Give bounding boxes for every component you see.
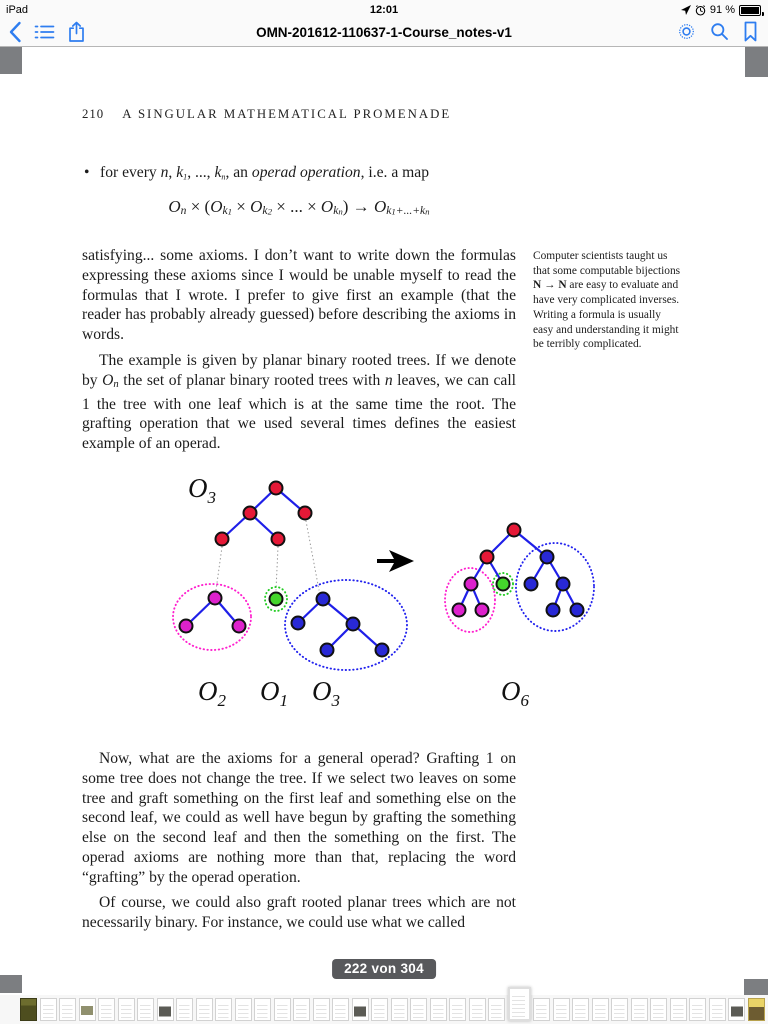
page-gap-corner-bottom-left (0, 975, 22, 993)
tree-node-magenta (233, 620, 246, 633)
tree-node-red (299, 507, 312, 520)
tree-node-magenta (209, 592, 222, 605)
bookmark-icon (743, 21, 758, 42)
tree-size-label: $O_2$ (198, 676, 226, 710)
book-title: A SINGULAR MATHEMATICAL PROMENADE (122, 107, 452, 121)
page-thumbnail[interactable] (650, 998, 667, 1021)
page-thumbnail[interactable] (59, 998, 76, 1021)
tree-node-red (508, 524, 521, 537)
tree-size-label: $O_6$ (501, 676, 529, 710)
search-icon (710, 22, 729, 41)
bullet-marker: • (84, 164, 90, 181)
page-number: 210 (82, 107, 105, 121)
tree-node-green (497, 578, 510, 591)
page-thumbnail[interactable] (533, 998, 550, 1021)
tree-size-label: $O_3$ (188, 473, 216, 507)
paragraph-4: Of course, we could also graft rooted planar trees which are not necessarily binary. For instance, we could use what we called (82, 894, 516, 931)
battery-percent-label: 91 % (709, 4, 735, 16)
maps-to-arrow-icon (377, 550, 414, 572)
page-thumbnail[interactable] (410, 998, 427, 1021)
toolbar (0, 20, 768, 46)
page-thumbnail[interactable] (215, 998, 232, 1021)
tree-node-blue (347, 618, 360, 631)
page-thumbnail[interactable] (430, 998, 447, 1021)
clock-time: 12:01 (369, 4, 399, 16)
page-thumbnail[interactable] (79, 998, 96, 1021)
top-chrome (0, 0, 768, 47)
page-thumbnail[interactable] (352, 998, 369, 1021)
current-page-thumbnail[interactable] (508, 987, 531, 1021)
page-position-indicator: 222 von 304 (332, 959, 436, 979)
page-gap-corner-bottom-right (744, 979, 768, 995)
location-arrow-icon (681, 5, 691, 15)
tree-node-green (270, 593, 283, 606)
tree-node-blue (571, 604, 584, 617)
tree-node-red (244, 507, 257, 520)
back-button[interactable] (8, 21, 22, 43)
tree-size-label: $O_3$ (312, 676, 340, 710)
page-thumbnail[interactable] (748, 998, 765, 1021)
page-thumbnail[interactable] (196, 998, 213, 1021)
page-thumbnail[interactable] (553, 998, 570, 1021)
page-thumbnail[interactable] (40, 998, 57, 1021)
share-button[interactable] (67, 21, 86, 43)
tree-node-red (272, 533, 285, 546)
tree-node-blue (541, 551, 554, 564)
page-thumbnail[interactable] (469, 998, 486, 1021)
tree-node-blue (525, 578, 538, 591)
page-thumbnail[interactable] (313, 998, 330, 1021)
paragraph-2: The example is given by planar binary rooted trees. If we denote by On the set of planar binary rooted trees with n leaves, we can call 1 the tree with one leaf which is at the same time the root. The grafting operation that we used several times defines the easiest example of an operad. (82, 352, 516, 453)
brightness-sun-icon (677, 22, 696, 41)
tree-node-blue (317, 593, 330, 606)
page-thumbnail[interactable] (118, 998, 135, 1021)
share-icon (67, 21, 86, 43)
tree-node-magenta (453, 604, 466, 617)
page-gap-corner-top-right (745, 47, 768, 77)
search-button[interactable] (710, 22, 729, 41)
operad-formula: On × (Ok1 × Ok2 × ... × Okn) → Ok1+...+kn (168, 197, 430, 218)
page-thumbnail[interactable] (592, 998, 609, 1021)
paragraph-3: Now, what are the axioms for a general operad? Grafting 1 on some tree does not change the tree. If we select two leaves on some tree and graft something on the first leaf and something else on the second leaf, we could as well have begun by grafting the something else on the second leaf and then the something on the first. The operad axioms are nothing more than that, replacing the word “grafting” by the operad operation. (82, 750, 516, 886)
pdf-page[interactable] (0, 47, 768, 995)
page-thumbnail[interactable] (670, 998, 687, 1021)
tree-node-red (481, 551, 494, 564)
page-thumbnail[interactable] (488, 998, 505, 1021)
bullet-text: for every n, k1, ..., kn, an operad operation, i.e. a map (100, 164, 430, 182)
brightness-button[interactable] (677, 22, 696, 41)
paragraph-1: satisfying... some axioms. I don’t want to write down the formulas expressing these axioms since I would be unable myself to read the formulas that I wrote. I prefer to give first an example (that the reader has probably already guessed) before describing the axioms in words. (82, 247, 516, 344)
tree-size-label: $O_1$ (260, 676, 288, 710)
page-thumbnail[interactable] (293, 998, 310, 1021)
page-thumbnail[interactable] (611, 998, 628, 1021)
tree-node-magenta (476, 604, 489, 617)
page-thumbnail[interactable] (631, 998, 648, 1021)
device-label: iPad (6, 4, 29, 16)
bullet-item (84, 164, 518, 182)
list-icon (34, 23, 55, 41)
document-title: OMN-201612-110637-1-Course_notes-v1 (256, 25, 512, 40)
page-thumbnail[interactable] (689, 998, 706, 1021)
page-thumbnail[interactable] (176, 998, 193, 1021)
page-thumbnail[interactable] (709, 998, 726, 1021)
tree-node-red (270, 482, 283, 495)
page-thumbnail[interactable] (332, 998, 349, 1021)
tree-node-blue (547, 604, 560, 617)
page-thumbnail[interactable] (274, 998, 291, 1021)
battery-icon (739, 5, 764, 16)
chevron-left-icon (8, 21, 22, 43)
tree-node-blue (376, 644, 389, 657)
alarm-clock-icon (695, 5, 706, 16)
page-thumbnail[interactable] (449, 998, 466, 1021)
page-gap-corner-top-left (0, 47, 22, 74)
tree-node-magenta (465, 578, 478, 591)
graft-connector-line (276, 547, 278, 590)
page-thumbnail[interactable] (235, 998, 252, 1021)
status-bar (0, 0, 768, 20)
tree-node-blue (321, 644, 334, 657)
tree-node-blue (292, 617, 305, 630)
page-thumbnail[interactable] (391, 998, 408, 1021)
bookmark-button[interactable] (743, 21, 758, 42)
margin-note: Computer scientists taught us that some computable bijections N → N are easy to evaluate and have very complicated inverses. Writing a formula is usually easy and understanding it might be terribly complicated. (533, 250, 681, 351)
page-thumbnail[interactable] (98, 998, 115, 1021)
contents-button[interactable] (34, 23, 55, 41)
page-thumbnail[interactable] (728, 998, 745, 1021)
page-thumbnail[interactable] (572, 998, 589, 1021)
page-thumbnail[interactable] (254, 998, 271, 1021)
running-header (82, 107, 451, 122)
page-thumbnail-scrubber[interactable] (0, 995, 768, 1024)
page-thumbnail[interactable] (371, 998, 388, 1021)
operad-trees-figure (0, 452, 768, 722)
tree-node-magenta (180, 620, 193, 633)
graft-connector-line (306, 521, 319, 590)
page-thumbnail[interactable] (137, 998, 154, 1021)
page-thumbnail[interactable] (20, 998, 37, 1021)
page-thumbnail[interactable] (157, 998, 174, 1021)
tree-node-blue (557, 578, 570, 591)
tree-node-red (216, 533, 229, 546)
